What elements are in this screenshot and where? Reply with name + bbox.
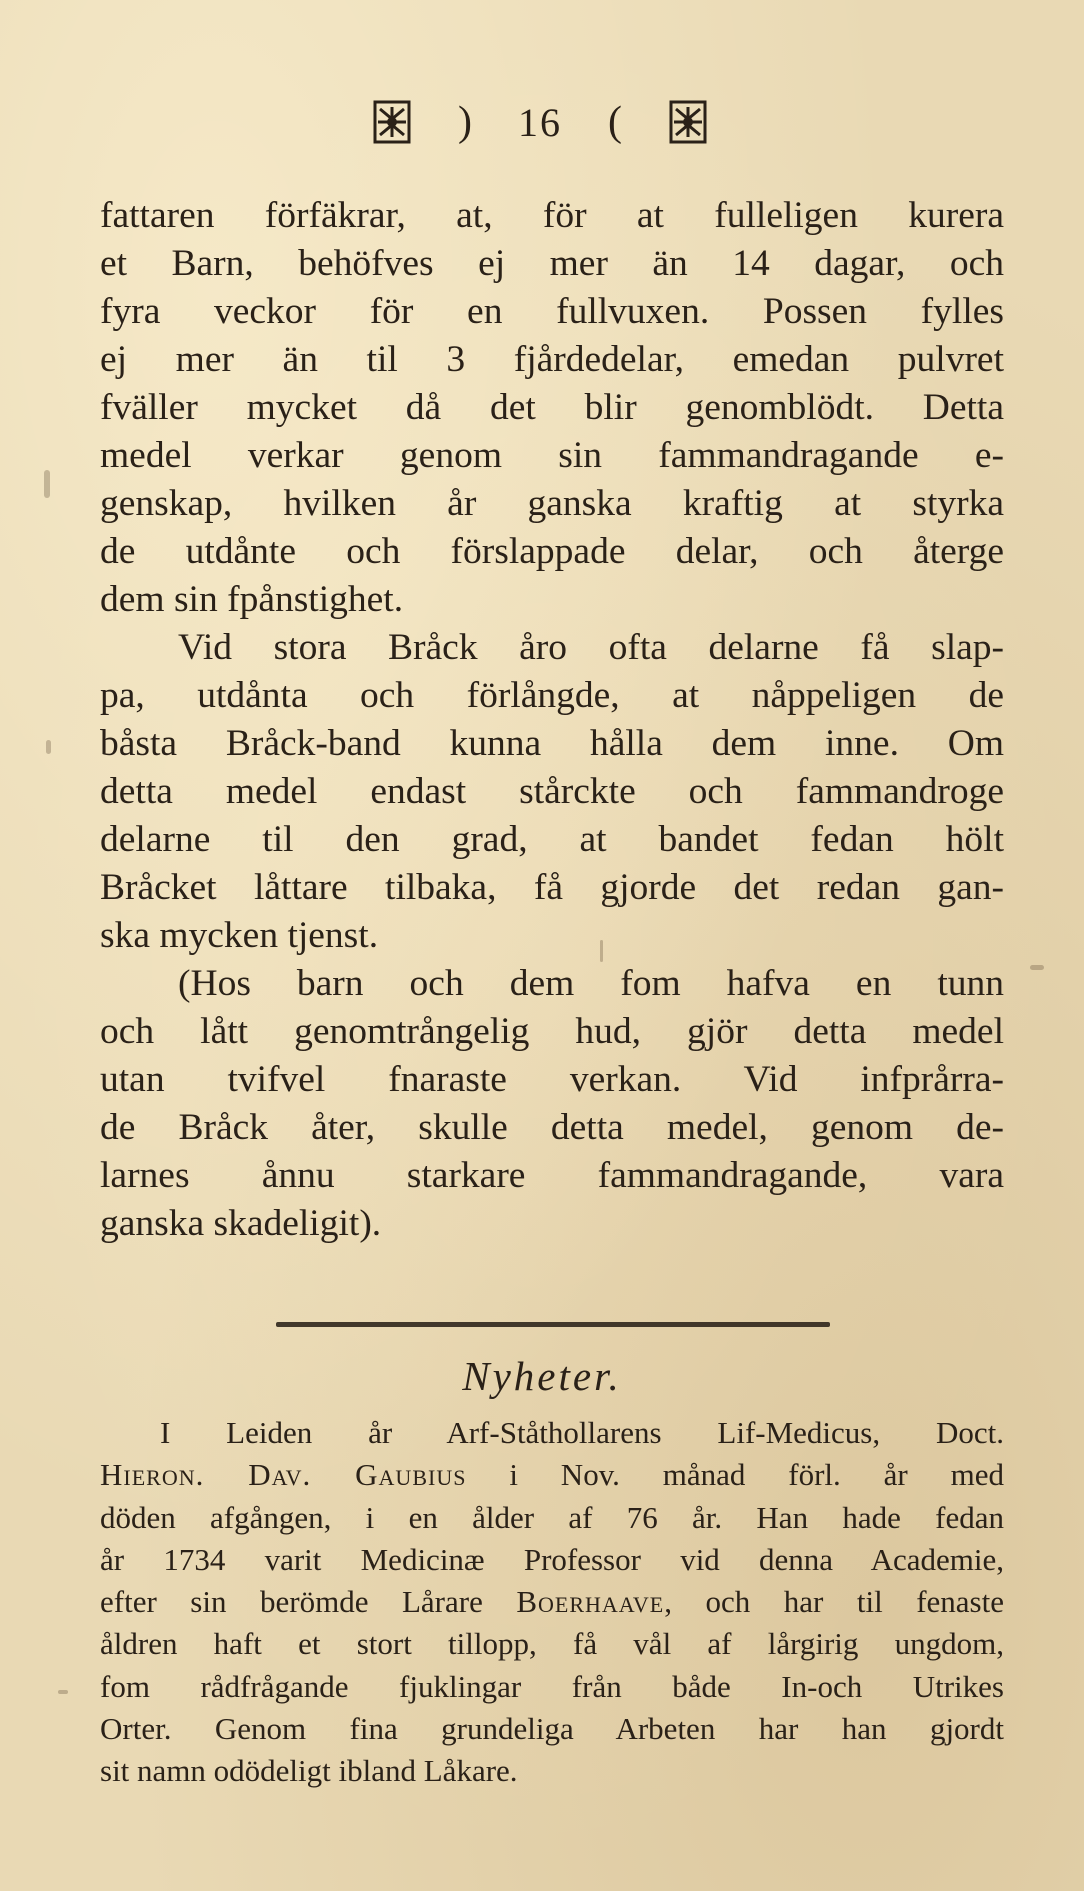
- text-line: pa, utdånta och förlångde, at nåppeligen de: [100, 675, 1004, 716]
- text-line: de Bråck åter, skulle detta medel, genom de-: [100, 1107, 1004, 1148]
- news-line: efter sin berömde Lårare Boerhaave, och har til fenaste: [100, 1584, 1004, 1620]
- text-line: medel verkar genom sin fammandragande e-: [100, 435, 1004, 476]
- paper-speck: [600, 940, 603, 962]
- paper-speck: [44, 470, 50, 498]
- news-line: döden afgången, i en ålder af 76 år. Han hade fedan: [100, 1499, 1004, 1535]
- text-line: fattaren förfäkrar, at, för at fulleligen kurera: [100, 195, 1004, 236]
- text-line: detta medel endast stårckte och fammandroge: [100, 771, 1004, 812]
- text-line: larnes ånnu starkare fammandragande, vara: [100, 1155, 1004, 1196]
- news-text-block: [100, 1412, 1004, 1793]
- header-paren-left: ): [458, 99, 472, 145]
- text-line: fväller mycket då det blir genomblödt. Detta: [100, 387, 1004, 428]
- page-header: [300, 92, 780, 152]
- text-line: ska mycken tjenst.: [100, 915, 379, 956]
- ornament-right-icon: [668, 99, 708, 145]
- news-line: fom rådfrågande fjuklingar från både In-och Utrikes: [100, 1668, 1004, 1704]
- text-line: dem sin fpånstighet.: [100, 579, 404, 620]
- section-divider: [276, 1322, 830, 1327]
- header-paren-right: (: [608, 99, 622, 145]
- news-line: sit namn odödeligt ibland Låkare.: [100, 1753, 518, 1789]
- text-line: utan tvifvel fnaraste verkan. Vid infprårra-: [100, 1059, 1004, 1100]
- news-line: Orter. Genom fina grundeliga Arbeten har han gjordt: [100, 1711, 1004, 1747]
- text-line: och lått genomtrångelig hud, gjör detta medel: [100, 1011, 1004, 1052]
- text-line: et Barn, behöfves ej mer än 14 dagar, och: [100, 243, 1004, 284]
- text-line: Vid stora Bråck åro ofta delarne få slap-: [178, 627, 1004, 668]
- text-line: (Hos barn och dem fom hafva en tunn: [178, 963, 1004, 1004]
- paper-speck: [1030, 965, 1044, 970]
- text-line: ganska skadeligit).: [100, 1203, 382, 1244]
- news-line: I Leiden år Arf-Ståthollarens Lif-Medicus, Doct.: [160, 1415, 1004, 1450]
- text-line: båsta Bråck-band kunna hålla dem inne. Om: [100, 723, 1004, 764]
- ornament-left-icon: [372, 99, 412, 145]
- text-line: fyra veckor för en fullvuxen. Possen fylles: [100, 291, 1004, 332]
- main-text-block: [100, 192, 1004, 1248]
- text-line: delarne til den grad, at bandet fedan hölt: [100, 819, 1004, 860]
- news-heading: Nyheter.: [462, 1353, 622, 1399]
- text-line: ej mer än til 3 fjårdedelar, emedan pulvret: [100, 339, 1004, 380]
- page-number: 16: [518, 99, 562, 145]
- paper-speck: [58, 1690, 68, 1694]
- text-line: de utdånte och förslappade delar, och återge: [100, 531, 1004, 572]
- news-line: åldren haft et stort tillopp, få vål af lårgirig ungdom,: [100, 1626, 1004, 1662]
- news-line: år 1734 varit Medicinæ Professor vid denna Academie,: [100, 1541, 1004, 1577]
- paper-speck: [46, 740, 51, 754]
- text-line: genskap, hvilken år ganska kraftig at styrka: [100, 483, 1004, 524]
- text-line: Bråcket låttare tilbaka, få gjorde det redan gan-: [100, 867, 1004, 908]
- news-line: Hieron. Dav. Gaubius i Nov. månad förl. år med: [100, 1457, 1004, 1493]
